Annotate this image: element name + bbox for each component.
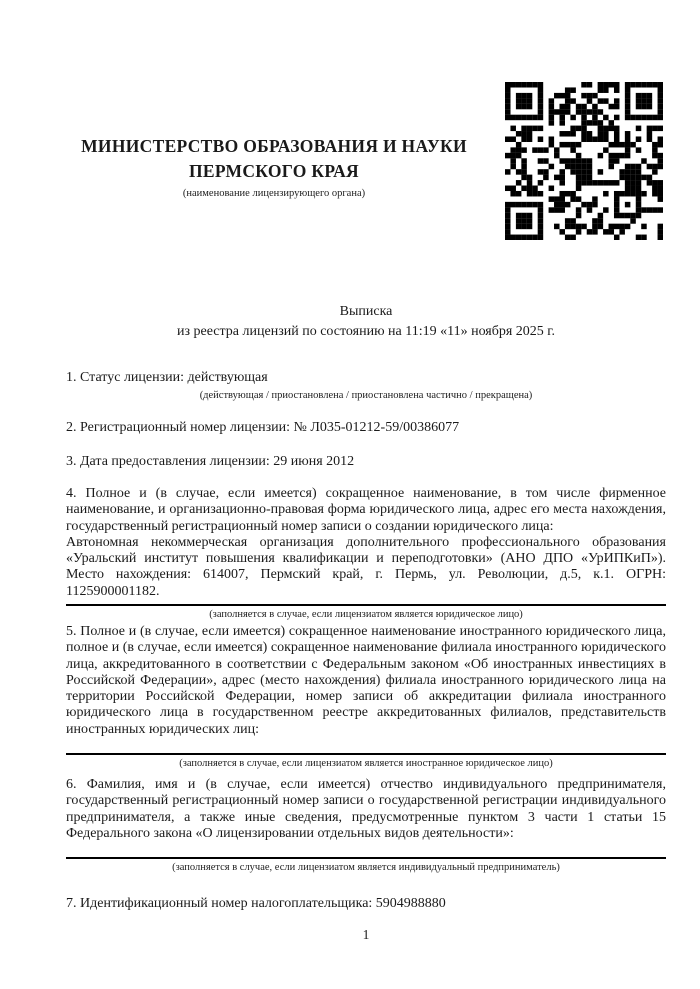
foreign-entity-rule	[66, 753, 666, 755]
registration-number-text: 2. Регистрационный номер лицензии: № Л035-01212-59/00386077	[66, 420, 460, 435]
legal-entity-value: Автономная некоммерческая организация дополнительного профессионального образования «Уральский институт повышения квалификации и переподготовки» (АНО ДПО «УрИПКиП»). Место нахождения: 614007, Пермский край, г. Пермь, ул. Революции, д.5, к.1. ОГРН: 1125900001182.	[66, 534, 666, 599]
field-license-status	[66, 370, 666, 402]
legal-entity-caption: (заполняется в случае, если лицензиатом является юридическое лицо)	[209, 609, 523, 621]
field-registration-number	[66, 420, 666, 436]
document-title-line1: Выписка	[339, 304, 393, 319]
taxpayer-number-text: 7. Идентификационный номер налогоплательщика: 5904988880	[66, 896, 446, 911]
field-taxpayer-number	[66, 896, 666, 912]
page-number: 1	[362, 927, 370, 942]
field-grant-date	[66, 454, 666, 470]
legal-entity-rule	[66, 604, 666, 606]
individual-entrepreneur-caption: (заполняется в случае, если лицензиатом является индивидуальный предприниматель)	[172, 862, 560, 874]
license-status-caption: (действующая / приостановлена / приостановлена частично / прекращена)	[199, 390, 533, 402]
field-individual-entrepreneur	[66, 777, 666, 874]
grant-date-text: 3. Дата предоставления лицензии: 29 июня 2012	[66, 454, 355, 469]
licensing-authority	[66, 134, 482, 200]
ministry-name-line1: МИНИСТЕРСТВО ОБРАЗОВАНИЯ И НАУКИ	[81, 136, 467, 156]
legal-entity-text: 4. Полное и (в случае, если имеется) сокращенное наименование, в том числе фирменное наименование, и организационно-правовая форма юридического лица, адрес его места нахождения, государственный регистрационный номер записи о создании юридического лица:	[66, 486, 666, 534]
foreign-entity-text: 5. Полное и (в случае, если имеется) сокращенное наименование иностранного юридического лица, полное и (в случае, если имеется) сокращенное наименование филиала иностранного юридического лица, аккредитованного в соответствии с Федеральным законом «Об иностранных инвестициях в Российской Федерации», адрес (место нахождения) филиала иностранного юридического лица на территории Российской Федерации, номер записи об аккредитации филиала иностранного юридического лица в государственном реестре аккредитованных филиалов, представительств иностранных юридических лиц:	[66, 624, 666, 737]
foreign-entity-caption: (заполняется в случае, если лицензиатом является иностранное юридическое лицо)	[179, 758, 553, 770]
license-status-text: 1. Статус лицензии: действующая	[66, 370, 268, 385]
authority-caption: (наименование лицензирующего органа)	[182, 188, 366, 199]
qr-code-image	[505, 82, 663, 240]
document-title-line2: из реестра лицензий по состоянию на 11:19 «11» ноября 2025 г.	[177, 324, 555, 339]
individual-entrepreneur-rule	[66, 857, 666, 859]
qr-code	[505, 82, 663, 240]
field-foreign-entity	[66, 624, 666, 770]
field-legal-entity	[66, 486, 666, 621]
individual-entrepreneur-text: 6. Фамилия, имя и (в случае, если имеется) отчество индивидуального предпринимателя, государственный регистрационный номер записи о государственной регистрации индивидуального предпринимателя, а также иные сведения, предусмотренные пунктом 3 части 1 статьи 15 Федерального закона «О лицензировании отдельных видов деятельности»:	[66, 777, 666, 841]
ministry-name-line2: ПЕРМСКОГО КРАЯ	[189, 161, 359, 181]
document-title	[66, 302, 666, 342]
